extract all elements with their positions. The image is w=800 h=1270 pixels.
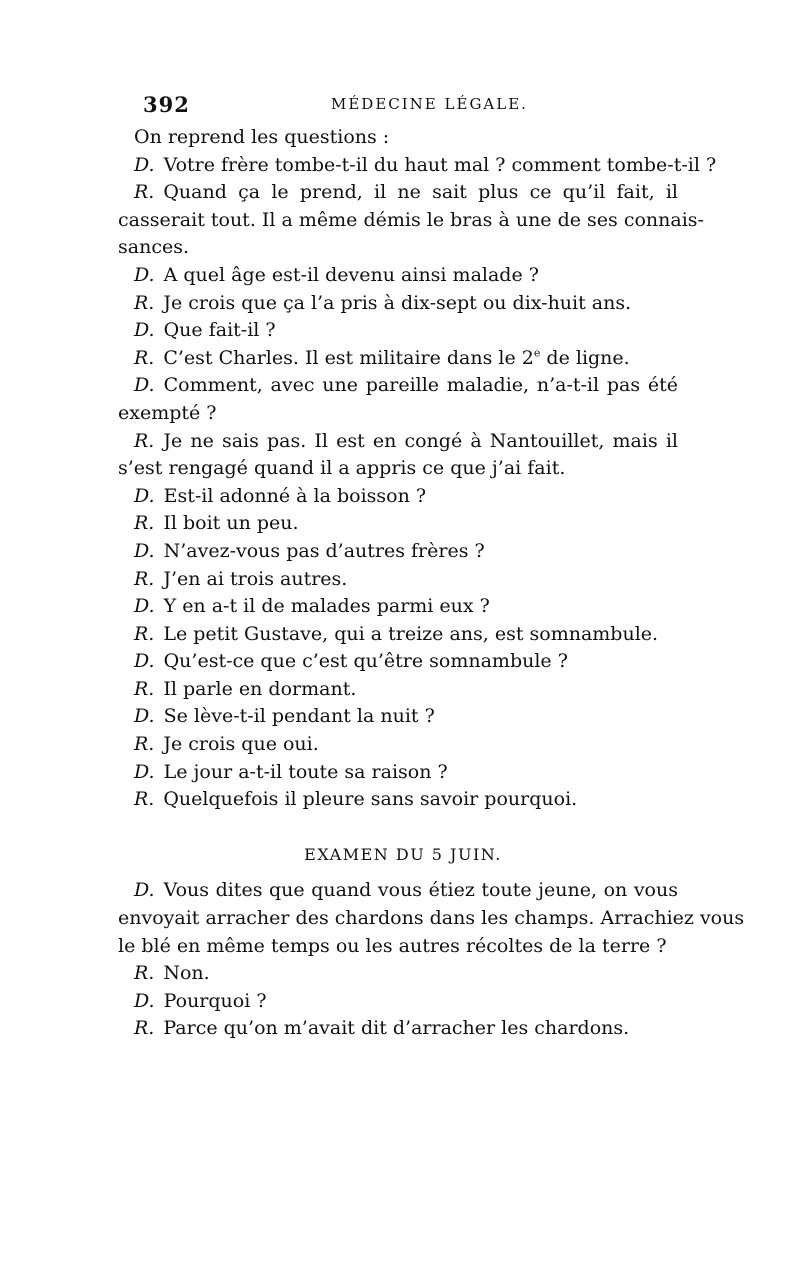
- line-text: Il parle en dormant.: [163, 677, 357, 700]
- speaker-label: R.: [134, 429, 155, 452]
- line-text: s’est rengagé quand il a appris ce que j’ai fait.: [118, 457, 566, 480]
- running-title: MÉDECINE LÉGALE.: [331, 95, 528, 113]
- text-line: [118, 400, 678, 428]
- speaker-label: D.: [134, 319, 155, 342]
- interrogation-part-1: [118, 124, 717, 814]
- text-line: [118, 676, 678, 704]
- speaker-label: R.: [134, 512, 155, 535]
- speaker-label: D.: [134, 879, 155, 902]
- line-text: Pourquoi ?: [163, 989, 267, 1012]
- text-line: [118, 317, 678, 345]
- line-text: Je crois que ça l’a pris à dix-sept ou dix-huit ans.: [163, 291, 632, 314]
- line-text: Vous dites que quand vous étiez toute jeune, on vous: [163, 879, 678, 902]
- speaker-label: D.: [134, 989, 155, 1012]
- speaker-label: D.: [134, 650, 155, 673]
- speaker-label: R.: [134, 567, 155, 590]
- line-text: Votre frère tombe-t-il du haut mal ? comment tombe-t-il ?: [163, 153, 717, 176]
- line-text: Non.: [163, 962, 210, 985]
- text-line: [118, 234, 678, 262]
- line-text: Le petit Gustave, qui a treize ans, est somnambule.: [163, 622, 659, 645]
- speaker-label: D.: [134, 263, 155, 286]
- speaker-label: R.: [134, 1017, 155, 1040]
- line-text: envoyait arracher des chardons dans les champs. Arrachiez vous: [118, 907, 745, 930]
- line-text: exempté ?: [118, 401, 217, 424]
- text-line: [118, 648, 678, 676]
- text-line: [118, 290, 678, 318]
- line-text: casserait tout. Il a même démis le bras à une de ses connais-: [118, 208, 704, 231]
- text-line: [118, 731, 678, 759]
- text-line: [118, 988, 678, 1016]
- line-text: Quand ça le prend, il ne sait plus ce qu’il fait, il: [163, 181, 678, 204]
- line-text: N’avez-vous pas d’autres frères ?: [163, 539, 485, 562]
- line-text: Je crois que oui.: [163, 733, 319, 756]
- line-text: sances.: [118, 236, 189, 259]
- line-text: Comment, avec une pareille maladie, n’a-t-il pas été: [163, 374, 678, 397]
- line-text: Que fait-il ?: [163, 319, 276, 342]
- text-line: [118, 207, 704, 235]
- text-line: [118, 345, 678, 373]
- text-line: [118, 1015, 678, 1043]
- text-line: [118, 262, 678, 290]
- text-line: [118, 905, 745, 933]
- line-text: On reprend les questions :: [134, 126, 390, 148]
- page-body: [118, 124, 745, 1043]
- line-text: A quel âge est-il devenu ainsi malade ?: [163, 263, 539, 286]
- line-text: Se lève-t-il pendant la nuit ?: [163, 705, 435, 728]
- line-text: le blé en même temps ou les autres récoltes de la terre ?: [118, 934, 667, 957]
- page-header: [143, 92, 683, 120]
- speaker-label: R.: [134, 733, 155, 756]
- text-line: [118, 372, 678, 400]
- speaker-label: R.: [134, 622, 155, 645]
- text-line: [118, 455, 678, 483]
- speaker-label: R.: [134, 181, 155, 204]
- section-heading: EXAMEN DU 5 JUIN.: [304, 844, 502, 864]
- line-text: C’est Charles. Il est militaire dans le 2e de ligne.: [163, 346, 630, 369]
- interrogation-part-2: [118, 877, 745, 1043]
- text-line: [118, 877, 678, 905]
- line-text: Parce qu’on m’avait dit d’arracher les chardons.: [163, 1017, 630, 1040]
- line-text: Qu’est-ce que c’est qu’être somnambule ?: [163, 650, 568, 673]
- speaker-label: D.: [134, 374, 155, 397]
- text-line: [118, 566, 678, 594]
- text-line: [118, 483, 678, 511]
- line-text: Est-il adonné à la boisson ?: [163, 484, 427, 507]
- speaker-label: D.: [134, 760, 155, 783]
- text-line: [118, 538, 678, 566]
- line-text: Il boit un peu.: [163, 512, 299, 535]
- line-text: Je ne sais pas. Il est en congé à Nantouillet, mais il: [163, 429, 678, 452]
- line-text: J’en ai trois autres.: [163, 567, 348, 590]
- speaker-label: D.: [134, 484, 155, 507]
- text-line: [118, 960, 678, 988]
- text-line: [118, 759, 678, 787]
- speaker-label: R.: [134, 677, 155, 700]
- speaker-label: D.: [134, 539, 155, 562]
- text-line: [118, 786, 678, 814]
- speaker-label: D.: [134, 153, 155, 176]
- text-line: [118, 593, 678, 621]
- speaker-label: D.: [134, 595, 155, 618]
- speaker-label: D.: [134, 705, 155, 728]
- text-line: [118, 152, 717, 180]
- speaker-label: R.: [134, 346, 155, 369]
- text-line: [118, 510, 678, 538]
- speaker-label: R.: [134, 788, 155, 811]
- line-text: Le jour a-t-il toute sa raison ?: [163, 760, 448, 783]
- text-line: [118, 428, 678, 456]
- line-text: Quelquefois il pleure sans savoir pourquoi.: [163, 788, 578, 811]
- text-line: [118, 179, 678, 207]
- speaker-label: R.: [134, 962, 155, 985]
- speaker-label: R.: [134, 291, 155, 314]
- text-line: [118, 621, 678, 649]
- text-line: [118, 933, 678, 961]
- line-text: Y en a-t il de malades parmi eux ?: [163, 595, 490, 618]
- text-line: [118, 124, 678, 152]
- page-number: 392: [143, 92, 190, 117]
- text-line: [118, 703, 678, 731]
